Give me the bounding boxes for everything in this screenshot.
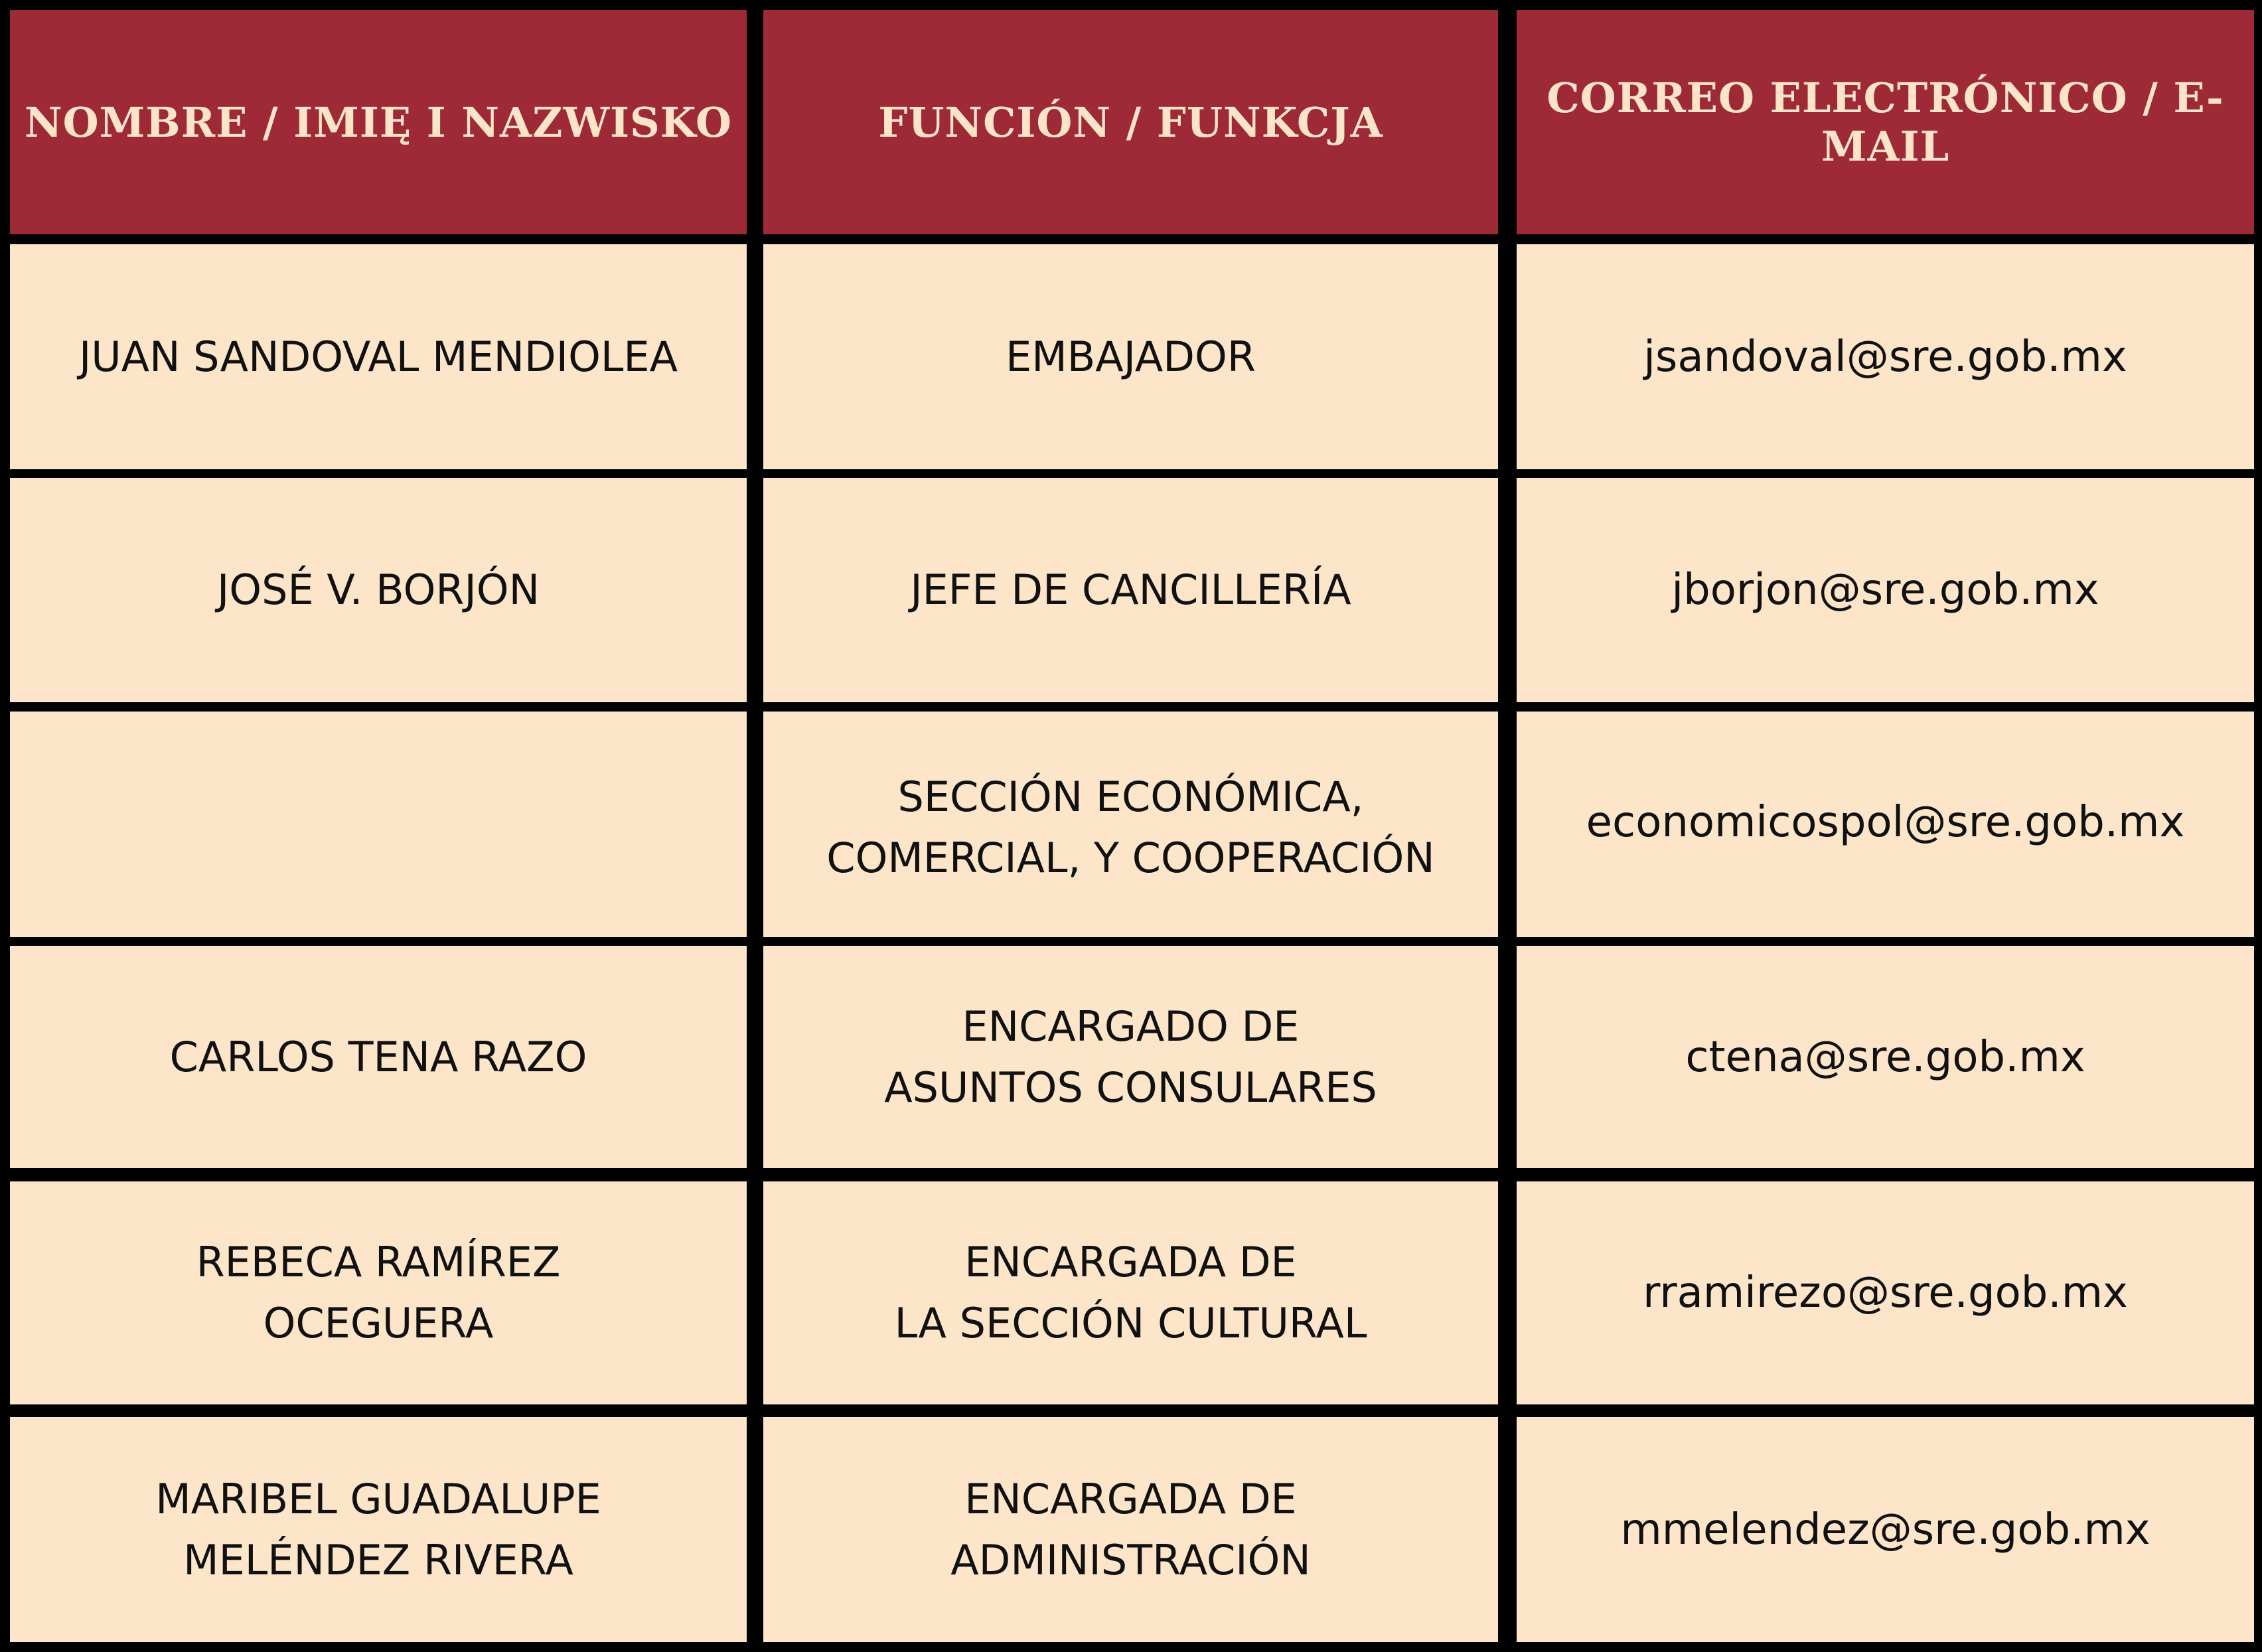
- table-row-4-email: [1517, 946, 2254, 1168]
- table-row-5-function: [763, 1181, 1498, 1404]
- function-text: EMBAJADOR: [1006, 332, 1256, 381]
- table-row-2-name: [10, 478, 747, 702]
- header-function: [763, 10, 1498, 234]
- table-row-6-name: [10, 1417, 747, 1642]
- table-row-3-name: [10, 712, 747, 937]
- table-row-1-name: [10, 244, 747, 469]
- name-text: JUAN SANDOVAL MENDIOLEA: [78, 332, 678, 381]
- table-row-1-email: [1517, 244, 2254, 469]
- table-row-3-email: [1517, 712, 2254, 937]
- email-text[interactable]: jborjon@sre.gob.mx: [1671, 565, 2099, 615]
- table-row-6-email: [1517, 1417, 2254, 1642]
- header-function-label: FUNCIÓN / FUNKCJA: [878, 98, 1383, 147]
- header-name: [10, 10, 747, 234]
- table-row-3-function: [763, 712, 1498, 937]
- table-row-4-function: [763, 946, 1498, 1168]
- table-row-2-function: [763, 478, 1498, 702]
- function-text: ENCARGADA DE ADMINISTRACIÓN: [950, 1474, 1311, 1584]
- name-text: MARIBEL GUADALUPE MELÉNDEZ RIVERA: [155, 1474, 601, 1584]
- table-row-6-function: [763, 1417, 1498, 1642]
- header-email: [1517, 10, 2254, 234]
- name-text: REBECA RAMÍREZ OCEGUERA: [196, 1238, 561, 1347]
- table-row-1-function: [763, 244, 1498, 469]
- table-row-2-email: [1517, 478, 2254, 702]
- table-row-5-email: [1517, 1181, 2254, 1404]
- name-text: JOSÉ V. BORJÓN: [217, 565, 540, 614]
- function-text: ENCARGADA DE LA SECCIÓN CULTURAL: [894, 1238, 1367, 1347]
- email-text[interactable]: jsandoval@sre.gob.mx: [1643, 332, 2127, 382]
- function-text: JEFE DE CANCILLERÍA: [910, 565, 1351, 614]
- email-text[interactable]: mmelendez@sre.gob.mx: [1620, 1505, 2150, 1554]
- function-text: SECCIÓN ECONÓMICA, COMERCIAL, Y COOPERACIÓN: [826, 773, 1435, 882]
- email-text[interactable]: economicospol@sre.gob.mx: [1586, 798, 2185, 847]
- header-name-label: NOMBRE / IMIĘ I NAZWISKO: [24, 98, 733, 147]
- table-row-5-name: [10, 1181, 747, 1404]
- email-text[interactable]: rramirezo@sre.gob.mx: [1643, 1268, 2128, 1317]
- function-text: ENCARGADO DE ASUNTOS CONSULARES: [884, 1002, 1377, 1112]
- name-text: CARLOS TENA RAZO: [169, 1032, 587, 1081]
- email-text[interactable]: ctena@sre.gob.mx: [1685, 1032, 2085, 1082]
- table-row-4-name: [10, 946, 747, 1168]
- header-email-label: CORREO ELECTRÓNICO / E-MAIL: [1546, 74, 2224, 171]
